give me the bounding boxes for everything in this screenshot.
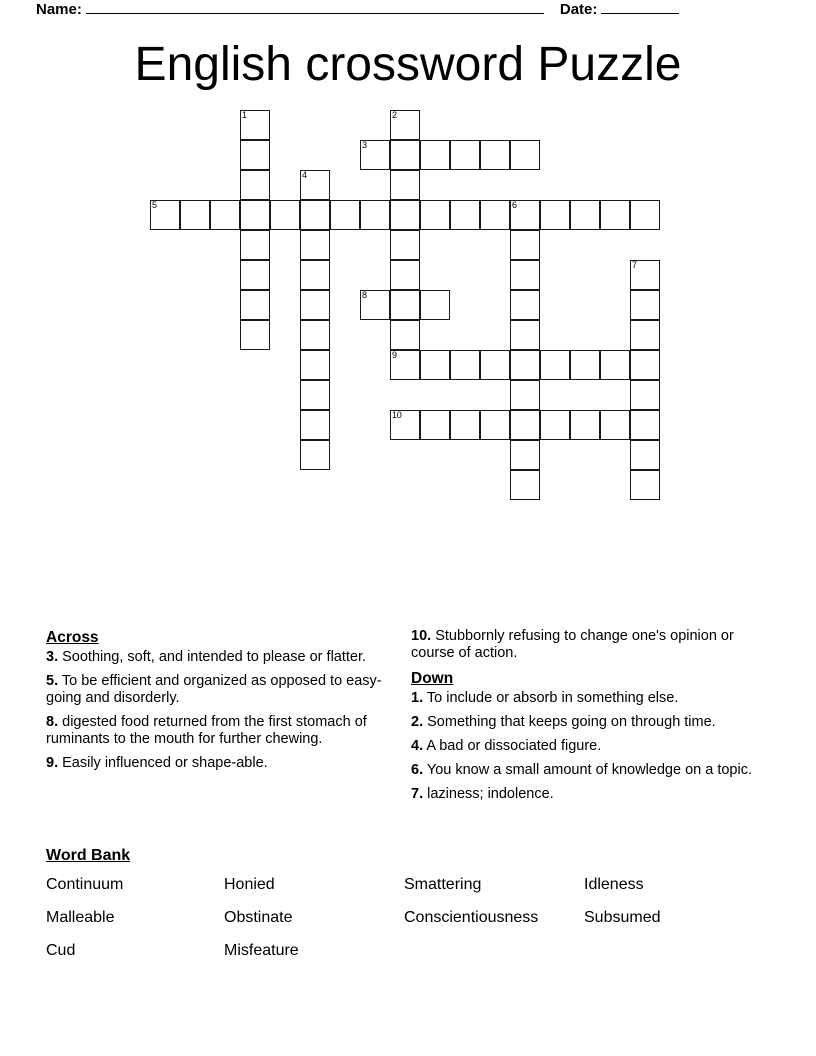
- clue-across-10: [411, 628, 756, 662]
- grid-cell[interactable]: [390, 410, 420, 440]
- word-bank-item: [584, 937, 764, 965]
- word-bank-item: Honied: [224, 876, 275, 893]
- grid-cell[interactable]: [390, 170, 420, 200]
- grid-cell[interactable]: [390, 260, 420, 290]
- grid-cell[interactable]: [570, 350, 600, 380]
- word-bank-item: Malleable: [46, 909, 115, 926]
- grid-cell[interactable]: [390, 290, 420, 320]
- clues-column-right: [411, 628, 756, 810]
- grid-cell[interactable]: [510, 470, 540, 500]
- grid-cell[interactable]: [510, 350, 540, 380]
- grid-cell[interactable]: [450, 350, 480, 380]
- grid-cell[interactable]: [510, 140, 540, 170]
- grid-cell[interactable]: [570, 410, 600, 440]
- grid-cell[interactable]: [540, 410, 570, 440]
- grid-cell-number: 6: [512, 200, 517, 210]
- grid-cell[interactable]: [510, 260, 540, 290]
- grid-cell[interactable]: [480, 410, 510, 440]
- grid-cell[interactable]: [630, 410, 660, 440]
- grid-cell[interactable]: [390, 200, 420, 230]
- grid-cell[interactable]: [210, 200, 240, 230]
- grid-cell[interactable]: [600, 350, 630, 380]
- grid-cell[interactable]: [510, 380, 540, 410]
- grid-cell[interactable]: [390, 140, 420, 170]
- grid-cell[interactable]: [390, 320, 420, 350]
- clue-down-7: [411, 786, 756, 803]
- grid-cell[interactable]: [510, 290, 540, 320]
- grid-cell[interactable]: [480, 140, 510, 170]
- grid-cell[interactable]: [240, 320, 270, 350]
- grid-cell[interactable]: [450, 410, 480, 440]
- word-bank-grid: [46, 871, 770, 965]
- clue-text: Stubbornly refusing to change one's opinion or course of action.: [411, 628, 734, 661]
- grid-cell[interactable]: [510, 200, 540, 230]
- grid-cell[interactable]: [510, 230, 540, 260]
- clue-down-1: [411, 690, 756, 707]
- grid-cell-number: 7: [632, 260, 637, 270]
- page-title: English crossword Puzzle: [134, 38, 682, 91]
- grid-cell[interactable]: [300, 290, 330, 320]
- grid-cell-number: 5: [152, 200, 157, 210]
- grid-cell[interactable]: [540, 350, 570, 380]
- grid-cell[interactable]: [420, 410, 450, 440]
- grid-cell[interactable]: [390, 110, 420, 140]
- clue-across-9: [46, 755, 391, 772]
- down-heading: Down: [411, 670, 454, 687]
- grid-cell[interactable]: [360, 290, 390, 320]
- clue-text: Something that keeps going on through time.: [427, 714, 716, 730]
- grid-cell[interactable]: [390, 230, 420, 260]
- grid-cell[interactable]: [360, 140, 390, 170]
- word-bank-item: Conscientiousness: [404, 909, 539, 926]
- grid-cell[interactable]: [540, 200, 570, 230]
- grid-cell[interactable]: [300, 230, 330, 260]
- word-bank-item: Idleness: [584, 876, 644, 893]
- word-bank-item: Obstinate: [224, 909, 293, 926]
- grid-cell[interactable]: [480, 350, 510, 380]
- grid-cell[interactable]: [240, 170, 270, 200]
- grid-cell[interactable]: [300, 350, 330, 380]
- grid-cell[interactable]: [630, 260, 660, 290]
- word-bank-item: Continuum: [46, 876, 124, 893]
- grid-cell[interactable]: [300, 320, 330, 350]
- clue-down-6: [411, 762, 756, 779]
- grid-cell[interactable]: [300, 170, 330, 200]
- clue-number: 2.: [411, 714, 424, 730]
- grid-cell[interactable]: [330, 200, 360, 230]
- grid-cell[interactable]: [300, 440, 330, 470]
- grid-cell[interactable]: [510, 440, 540, 470]
- clue-text: Easily influenced or shape-able.: [62, 755, 268, 771]
- grid-cell[interactable]: [420, 200, 450, 230]
- grid-cell[interactable]: [150, 200, 180, 230]
- grid-cell[interactable]: [240, 230, 270, 260]
- clue-across-3: [46, 649, 391, 666]
- grid-cell[interactable]: [270, 200, 300, 230]
- grid-cell[interactable]: [300, 380, 330, 410]
- clue-text: A bad or dissociated figure.: [426, 738, 602, 754]
- grid-cell[interactable]: [510, 320, 540, 350]
- clue-across-5: [46, 673, 391, 707]
- grid-cell-number: 1: [242, 110, 247, 120]
- grid-cell[interactable]: [240, 260, 270, 290]
- grid-cell[interactable]: [300, 200, 330, 230]
- grid-cell[interactable]: [240, 290, 270, 320]
- grid-cell[interactable]: [420, 290, 450, 320]
- grid-cell[interactable]: [300, 410, 330, 440]
- grid-cell[interactable]: [360, 200, 390, 230]
- word-bank-item: Subsumed: [584, 909, 661, 926]
- clue-text: You know a small amount of knowledge on a topic.: [426, 762, 752, 778]
- grid-cell-number: 9: [392, 350, 397, 360]
- clue-down-4: [411, 738, 756, 755]
- across-heading: Across: [46, 629, 99, 646]
- clue-text: To include or absorb in something else.: [426, 690, 679, 706]
- clue-text: laziness; indolence.: [427, 786, 554, 802]
- grid-cell[interactable]: [450, 140, 480, 170]
- grid-cell[interactable]: [600, 410, 630, 440]
- word-bank-section: [46, 845, 770, 965]
- clue-number: 3.: [46, 649, 59, 665]
- clues-column-left: [46, 628, 391, 779]
- grid-cell-number: 8: [362, 290, 367, 300]
- grid-cell[interactable]: [240, 110, 270, 140]
- grid-cell[interactable]: [420, 350, 450, 380]
- grid-cell[interactable]: [240, 200, 270, 230]
- date-label: Date:: [559, 1, 598, 18]
- grid-cell-number: 4: [302, 170, 307, 180]
- grid-cell[interactable]: [480, 200, 510, 230]
- grid-cell[interactable]: [630, 470, 660, 500]
- grid-cell[interactable]: [600, 200, 630, 230]
- clue-down-2: [411, 714, 756, 731]
- crossword-grid: [0, 0, 816, 520]
- clue-number: 8.: [46, 714, 59, 730]
- clue-number: 7.: [411, 786, 424, 802]
- word-bank-heading: Word Bank: [46, 847, 131, 864]
- grid-cell[interactable]: [630, 200, 660, 230]
- clue-number: 4.: [411, 738, 424, 754]
- clues-section: [46, 628, 770, 843]
- grid-cell[interactable]: [300, 260, 330, 290]
- grid-cell[interactable]: [180, 200, 210, 230]
- word-bank-item: Misfeature: [224, 942, 299, 959]
- clue-number: 1.: [411, 690, 424, 706]
- grid-cell[interactable]: [630, 440, 660, 470]
- word-bank-item: [404, 937, 584, 965]
- grid-cell[interactable]: [630, 290, 660, 320]
- clue-text: digested food returned from the first stomach of ruminants to the mouth for further chewing.: [46, 714, 367, 747]
- grid-cell[interactable]: [630, 350, 660, 380]
- grid-cell[interactable]: [570, 200, 600, 230]
- clue-text: Soothing, soft, and intended to please or flatter.: [62, 649, 367, 665]
- clue-number: 5.: [46, 673, 59, 689]
- clue-number: 10.: [411, 628, 432, 644]
- clue-number: 9.: [46, 755, 59, 771]
- grid-cell[interactable]: [510, 410, 540, 440]
- clue-number: 6.: [411, 762, 424, 778]
- clue-across-8: [46, 714, 391, 748]
- grid-cell-number: 3: [362, 140, 367, 150]
- grid-cell-number: 2: [392, 110, 397, 120]
- grid-cell[interactable]: [450, 200, 480, 230]
- word-bank-item: Smattering: [404, 876, 482, 893]
- word-bank-item: Cud: [46, 942, 76, 959]
- grid-cell[interactable]: [630, 380, 660, 410]
- name-label: Name:: [36, 1, 82, 18]
- grid-cell[interactable]: [390, 350, 420, 380]
- clue-text: To be efficient and organized as opposed to easy-going and disorderly.: [46, 673, 382, 706]
- grid-cell[interactable]: [630, 320, 660, 350]
- grid-cell[interactable]: [420, 140, 450, 170]
- grid-cell-number: 10: [392, 410, 402, 420]
- grid-cell[interactable]: [240, 140, 270, 170]
